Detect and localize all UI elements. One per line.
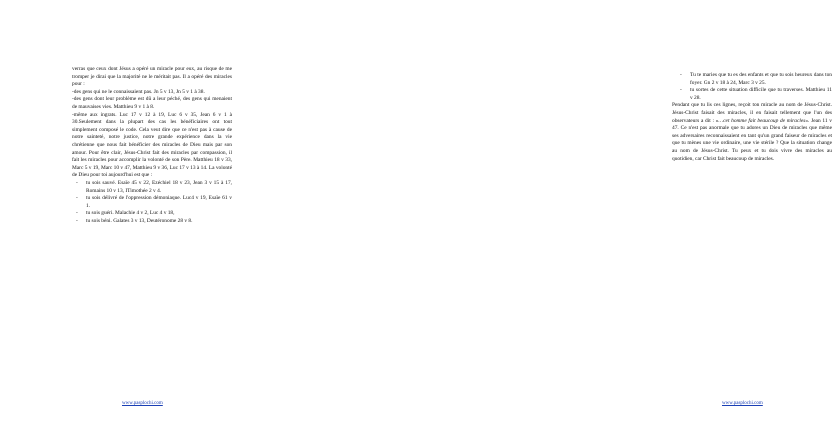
left-page-text xyxy=(72,66,232,225)
paragraph: -même aux ingrats. Luc 17 v 12 à 19, Luc 6 v 35, Jean 6 v 1 à 30.Seulement dans la plupart des cas les bénéficiaires ont tout simplement composé le code. Cela veut dire que ce n'est pas à cause de notre sainteté, notre justice, notre grande expérience dans la vie chrétienne que nous fait bénéficier des miracles de Dieu mais par son amour. Pour être clair, Jésus-Christ fait des miracles par compassion, il fait les miracles pour accomplir la volonté de son Père. Matthieu 18 v 33, Marc 5 v 19, Marc 10 v 47, Matthieu 9 v 36, Luc 17 v 13 à 14. La volonté de Dieu pour toi aujourd'hui est que : xyxy=(72,111,232,179)
bullet: - xyxy=(680,72,682,78)
list-item xyxy=(672,87,832,102)
paragraph: verras que ceux dont Jésus a opéré un miracle pour eux, au risque de me tromper je dirai que la majorité ne le méritait pas. Il a opéré des miracles pour : xyxy=(72,66,232,88)
paragraph-text: ». Jean 11 v 47. Ce n'est pas anormale que tu adores un Dieu de miracles que même ses adversaires reconnaissaient en tant qu'un grand faiseur de miracles et que tu mènes une vie ordinaire, une vie stérile ? Que la situation change au nom de Jésus-Christ. Tu peux et tu dois vivre des miracles au quotidien, car Christ fait beaucoup de miracles. xyxy=(672,117,832,162)
paragraph-text: Pendant que tu lis ces lignes, reçoit ton miracle au nom de Jésus-Christ. Jésus-Christ faisait des miracles, il en faisait tellement que l'un des observateurs a dit : « xyxy=(672,102,832,124)
list-item-text: tu sois délivré de l'oppression démoniaque. Luc4 v 19, Esaïe 61 v 1. xyxy=(86,195,232,209)
list-item xyxy=(72,180,232,195)
will-of-god-list-continued xyxy=(672,72,832,102)
paragraph: -des gens dont leur problème est dû a leur péché, des gens qui menaient de mauvaises vies. Matthieu 9 v 1 à 8. xyxy=(72,96,232,110)
bullet: - xyxy=(680,87,682,94)
right-page-text xyxy=(672,72,832,163)
footer-link[interactable]: www.pasplochi.com xyxy=(122,401,163,406)
list-item xyxy=(72,218,232,226)
list-item-text: tu sois sauvé. Esaïe 45 v 22, Ezéchiel 18 v 23, Jean 3 v 15 à 17, Romains 10 v 13, ITimothée 2 v 4. xyxy=(86,179,232,194)
footer-link[interactable]: www.pasplochi.com xyxy=(722,401,763,406)
bullet: - xyxy=(76,195,78,202)
paragraph: -des gens qui ne le connaissaient pas. Jn 5 v 13, Jn 5 v 1 à 38. xyxy=(72,88,205,95)
will-of-god-list xyxy=(72,180,232,226)
list-item xyxy=(672,72,832,87)
list-item xyxy=(72,210,232,218)
list-item-text: tu sortes de cette situation difficile que tu traverses. Matthieu 11 v 28. xyxy=(690,87,832,101)
bullet: - xyxy=(76,179,78,186)
list-item-text: tu sois guéri. Malachie 4 v 2, Luc 4 v 18, xyxy=(86,210,175,217)
bullet: - xyxy=(76,210,78,217)
right-page xyxy=(300,0,832,424)
list-item-text: tu sois béni. Galates 3 v 13, Deutéronome 28 v 8. xyxy=(86,217,193,224)
bullet: - xyxy=(76,217,78,224)
list-item xyxy=(72,195,232,210)
paragraph xyxy=(672,102,832,163)
quote-text: …cet homme fait beaucoup de miracles xyxy=(718,117,806,124)
list-item-text: Tu te maries que tu es des enfants et que tu sois heureux dans ton foyer. Gn 2 v 18 à 24, Marc 3 v 25. xyxy=(690,72,832,86)
left-page xyxy=(0,0,300,424)
